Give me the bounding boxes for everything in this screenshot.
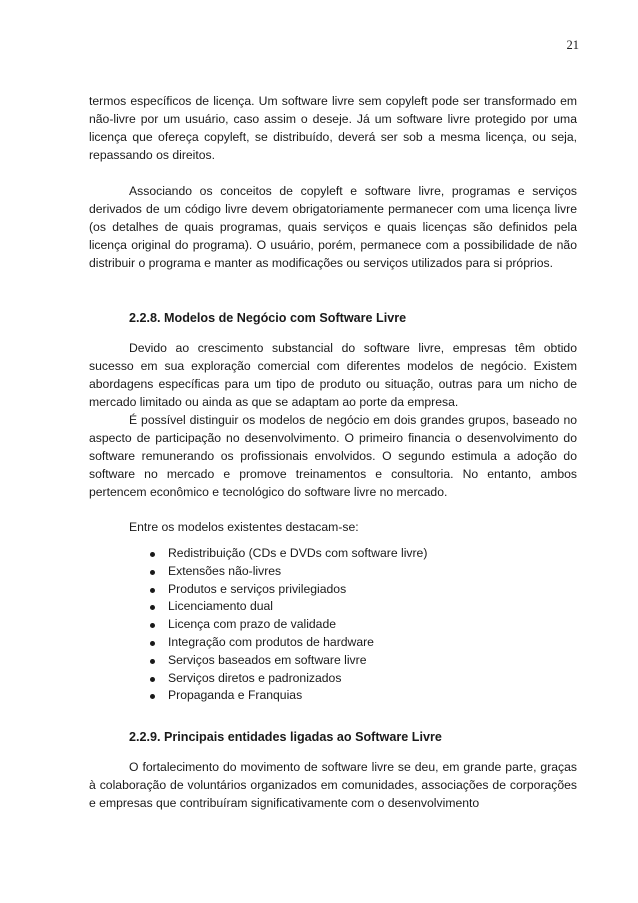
list-lead-text: Entre os modelos existentes destacam-se: [129,520,359,534]
list-item [150,670,577,688]
bullet-icon [150,570,155,575]
list-item-text: Extensões não-livres [168,563,282,578]
list-item [150,545,577,563]
list-item-text: Serviços diretos e padronizados [168,670,342,685]
bullet-icon [150,659,155,664]
paragraph-copyleft-conclusion: termos específicos de licença. Um software livre sem copyleft pode ser transformado em não-livre por um usuário, caso assim o deseje. Já um software livre protegido por uma licença que ofereça copyleft, se distribuído, deverá ser sob a mesma licença, ou seja, repassando os direitos. [89,94,577,162]
paragraph-business-models-intro: Devido ao crescimento substancial do software livre, empresas têm obtido sucesso em sua exploração comercial com diferentes modelos de negócio. Existem abordagens específicas para um tipo de produto ou situação, outras para um nicho de mercado limitado ou ainda as que se adaptam ao porte da empresa. [89,341,577,409]
list-item [150,563,577,581]
bullet-icon [150,623,155,628]
section-heading-business-models: 2.2.8. Modelos de Negócio com Software Livre [129,311,407,325]
list-item [150,652,577,670]
list-item [150,581,577,599]
paragraph-copyleft-association: Associando os conceitos de copyleft e software livre, programas e serviços derivados de um código livre devem obrigatoriamente permanecer com uma licença livre (os detalhes de quais programas, quais serviços e quais licenças são definidos pela licença original do programa). O usuário, porém, permanece com a possibilidade de não distribuir o programa e manter as modificações ou serviços utilizados para si próprios. [89,184,577,270]
list-item-text: Redistribuição (CDs e DVDs com software livre) [168,546,428,560]
bullet-icon [150,677,155,682]
list-item [150,687,577,705]
section-heading-entities: 2.2.9. Principais entidades ligadas ao Software Livre [129,730,442,745]
list-item-text: Serviços baseados em software livre [168,652,367,667]
paragraph-business-models-groups: É possível distinguir os modelos de negócio em dois grandes grupos, baseado no aspecto de participação no desenvolvimento. O primeiro financia o desenvolvimento do software remunerando os profissionais envolvidos. O segundo estimula a adoção do software no mercado e promove treinamentos e consultoria. No entanto, ambos pertencem econômico e tecnológico do software livre no mercado. [89,413,577,499]
list-item-text: Licença com prazo de validade [168,617,337,632]
list-item-text: Produtos e serviços privilegiados [168,581,347,596]
business-models-list [89,545,577,705]
list-item-text: Licenciamento dual [168,599,274,614]
list-item-text: Integração com produtos de hardware [168,634,374,649]
page-number: 21 [566,38,579,52]
page-body [89,92,577,812]
list-item [150,598,577,616]
bullet-icon [150,605,155,610]
list-item-text: Propaganda e Franquias [168,688,303,703]
bullet-icon [150,588,155,593]
list-item [150,616,577,634]
list-item [150,634,577,652]
bullet-icon [150,694,155,699]
bullet-icon [150,552,155,557]
paragraph-entities-intro: O fortalecimento do movimento de software livre se deu, em grande parte, graças à colaboração de voluntários organizados em comunidades, associações de corporações e empresas que contribuíram significativamente com o desenvolvimento [89,760,577,811]
bullet-icon [150,641,155,646]
